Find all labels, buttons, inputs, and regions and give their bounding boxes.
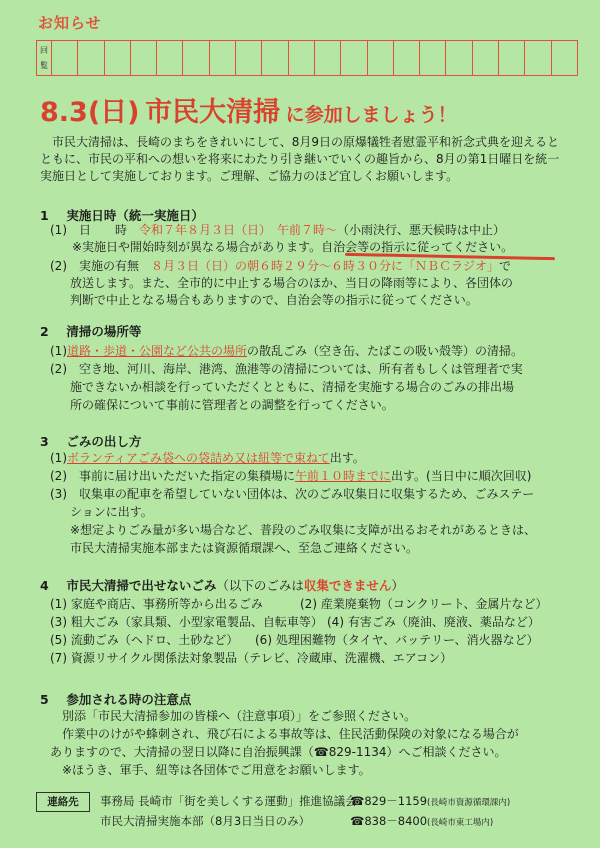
section-3-heading (40, 432, 141, 450)
underlined-text: 自治会等の指示に従ってください。 (321, 240, 514, 254)
contact-phone (350, 813, 493, 832)
section-number: 5 (40, 692, 49, 707)
stamp-cell (236, 41, 262, 75)
list-item: (1) 家庭や商店、事務所等から出るごみ (50, 597, 263, 611)
stamp-cell (183, 41, 209, 75)
section-title: ごみの出し方 (66, 434, 142, 449)
section-title: 参加される時の注意点 (66, 692, 192, 707)
sec1-line (72, 239, 513, 256)
highlight-text: 道路・歩道・公園など公共の場所 (67, 344, 248, 358)
kairan-label: 回覧 (37, 41, 52, 75)
stamp-cell (341, 41, 367, 75)
circulation-stamp-grid (36, 40, 578, 76)
stamp-cell (210, 41, 236, 75)
section-title: 実施日時（統一実施日） (66, 208, 204, 223)
title-date: 8.3(日) (40, 97, 140, 128)
stamp-cell (131, 41, 157, 75)
highlight-text: 午前１０時までに (295, 469, 392, 483)
section-number: 3 (40, 434, 49, 449)
sec3-line: (3) 収集車の配車を希望していない団体は、次のごみ収集日に収集するため、ごみステー (50, 487, 535, 501)
sec1-line: 判断で中止となる場合もありますので、自治会等の指示に従ってください。 (70, 293, 478, 307)
text: （小雨決行、悪天候時は中止） (337, 223, 506, 237)
sec2-line: 施できないか相談を行っていただくとともに、清掃を実施する場合のごみの排出場 (70, 380, 515, 394)
stamp-cell (52, 41, 78, 75)
highlight-text: 収集できません (303, 578, 392, 593)
contact-phone (350, 793, 510, 812)
sec5-line: 別添「市民大清掃参加の皆様へ（注意事項）」をご参照ください。 (62, 709, 417, 723)
text: （以下のごみは (216, 578, 304, 593)
text: (2) 実施の有無 (50, 259, 151, 273)
text: の散乱ごみ（空き缶、たばこの吸い殻等）の清掃。 (247, 344, 524, 358)
notice-label: お知らせ (38, 14, 102, 32)
list-item: (6) 処理困難物（タイヤ、バッテリー、消火器など） (255, 633, 539, 647)
stamp-cell (525, 41, 551, 75)
highlight-text: 令和７年８月３日（日） 午前７時～ (139, 223, 338, 237)
sec3-line (50, 450, 365, 467)
section-title: 市民大清掃で出せないごみ (66, 578, 217, 593)
text: ※実施日や開始時刻が異なる場合があります。 (72, 240, 322, 254)
contact-office: 市民大清掃実施本部（8月3日当日のみ） (100, 814, 311, 828)
stamp-cell (315, 41, 341, 75)
stamp-cell (262, 41, 288, 75)
text: (1) 日 時 (50, 223, 139, 237)
stamp-cell (157, 41, 183, 75)
phone-number: ☎829－1159 (350, 794, 428, 808)
stamp-cell (499, 41, 525, 75)
list-item: (2) 産業廃棄物（コンクリート、金属片など） (300, 597, 548, 611)
section-4-heading (40, 576, 404, 594)
phone-number: ☎838－8400 (350, 814, 428, 828)
sec2-line: 所の確保について事前に管理者との調整を行ってください。 (70, 398, 394, 412)
stamp-cell (446, 41, 472, 75)
list-item: (3) 粗大ごみ（家具類、小型家電製品、自転車等） (50, 615, 323, 629)
sec5-line: ありますので、大清掃の翌日以降に自治振興課（☎829-1134）へご相談ください。 (50, 745, 507, 759)
section-number: 1 (40, 208, 49, 223)
sec1-line: 放送します。また、全市的に中止する場合のほか、当日の降雨等により、各団体の (70, 276, 514, 290)
section-5-heading (40, 690, 191, 708)
list-item: (7) 資源リサイクル関係法対象製品（テレビ、冷蔵庫、洗濯機、エアコン） (50, 651, 453, 665)
section-number: 2 (40, 324, 49, 339)
sec3-line: 市民大清掃実施本部または資源循環課へ、至急ご連絡ください。 (70, 541, 419, 555)
intro-paragraph: 市民大清掃は、長崎のまちをきれいにして、8月9日の原爆犠牲者慰霊平和祈念式典を迎えるとともに、市民の平和への想いを将来にわたり引き継いでいくの趣旨から、8月の第1日曜日を統一実施日として実施しております。ご理解、ご協力のほど宜しくお願いします。 (40, 135, 560, 183)
section-2-heading (40, 322, 141, 340)
highlight-text: ボランティアごみ袋への袋詰め又は紐等で束ねて (67, 451, 330, 465)
stamp-cell (289, 41, 315, 75)
contact-office: 事務局 長崎市「街を美しくする運動」推進協議会 (100, 794, 357, 808)
text: 出す。 (329, 451, 365, 465)
phone-note: (長崎市資源循環課内) (427, 798, 511, 808)
title-suffix: に参加しましょう！ (285, 104, 457, 126)
stamp-cell (105, 41, 131, 75)
contact-label: 連絡先 (36, 792, 90, 812)
stamp-cell (394, 41, 420, 75)
sec5-line: ※ほうき、軍手、紐等は各団体でご用意をお願いします。 (62, 763, 371, 777)
sec2-line: (2) 空き地、河川、海岸、港湾、漁港等の清掃については、所有者もしくは管理者で実 (50, 362, 523, 376)
sec5-line: 作業中のけがや蜂刺され、飛び石による事故等は、住民活動保険の対象になる場合が (62, 727, 519, 741)
text: (2) 事前に届け出いただいた指定の集積場に (50, 469, 295, 483)
list-item: (4) 有害ごみ（廃油、廃液、薬品など） (327, 615, 540, 629)
page-title (40, 90, 457, 129)
sec3-line (50, 468, 531, 485)
stamp-cell (78, 41, 104, 75)
text: ） (391, 578, 404, 593)
title-event: 市民大清掃 (145, 97, 281, 128)
sec3-line: ※想定よりごみ量が多い場合など、普段のごみ収集に支障が出るおそれがあるときは、 (70, 523, 537, 537)
list-item: (5) 流動ごみ（ヘドロ、土砂など） (50, 633, 239, 647)
text: (1) (50, 344, 67, 358)
sec3-line: ションに出す。 (70, 505, 153, 519)
highlight-text: ８月３日（日）の朝６時２９分～６時３０分に「ＮＢＣラジオ」 (151, 259, 500, 273)
section-number: 4 (40, 578, 49, 593)
text: で (499, 259, 512, 273)
sec2-line (50, 343, 523, 360)
stamp-cell (420, 41, 446, 75)
sec1-line (50, 222, 505, 239)
stamp-cell (368, 41, 394, 75)
stamp-cell (552, 41, 577, 75)
section-title: 清掃の場所等 (66, 324, 142, 339)
sec1-line (50, 258, 511, 275)
phone-note: (長崎市東工場内) (427, 818, 494, 828)
text: (1) (50, 451, 67, 465)
stamp-cell (473, 41, 499, 75)
text: 出す。(当日中に順次回収) (391, 469, 532, 483)
